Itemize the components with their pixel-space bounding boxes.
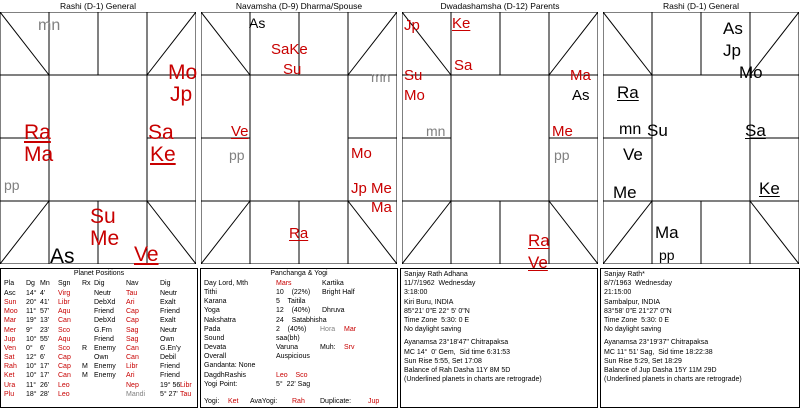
table-cell: Enemy [94, 363, 116, 371]
panchanga-row [200, 371, 398, 380]
table-cell: Nep [126, 381, 139, 389]
planet-glyph: Jp [170, 83, 193, 106]
table-cell: Friend [160, 308, 180, 316]
table-cell: Cap [58, 363, 71, 371]
grid-line [549, 201, 598, 264]
column-header: Mn [40, 280, 50, 287]
planet-glyph: As [572, 87, 590, 104]
table-cell: 6' [40, 354, 46, 362]
table-cell: 10° [26, 372, 37, 380]
planet-glyph: Su [647, 121, 668, 140]
table-cell: 0° [26, 344, 33, 352]
hora-label: Hora [320, 326, 336, 333]
table-cell: Aqu [58, 335, 71, 343]
planet-glyph: As [723, 19, 743, 38]
table-cell: 41' [40, 299, 50, 307]
panchanga-label: Gandanta: None [204, 362, 256, 370]
table-cell: Can [126, 344, 139, 352]
muh-value: Srv [344, 344, 355, 351]
panchanga-row [200, 343, 398, 352]
planet-glyph: Ra [289, 225, 309, 242]
info-line: Time Zone 5:30: 0 E [604, 317, 670, 325]
column-header: Dig [160, 280, 171, 287]
table-row [0, 335, 198, 344]
chart-title: Navamsha (D-9) Dharma/Spouse [235, 1, 363, 11]
info-line: Sun Rise 5:29, Set 18:29 [604, 357, 682, 365]
table-cell: Neutr [94, 290, 112, 297]
table-cell: 11° [26, 308, 37, 316]
column-header: Dig [94, 280, 105, 287]
table-cell: Aqu [58, 308, 71, 316]
grid-line [0, 201, 49, 264]
planet-positions-title: Planet Positions [73, 270, 125, 277]
info-line: Ayanamsa 23°18'47" Chitrapaksa [404, 339, 509, 347]
planet-glyph: Ve [134, 243, 159, 266]
table-cell: 17' [40, 363, 50, 371]
info-line: Sanjay Rath Adhana [404, 271, 468, 278]
table-cell: 19° [26, 317, 37, 325]
yogi-value: Ket [228, 398, 239, 405]
table-cell: Enemy [94, 344, 116, 352]
panchanga-value: 5 Taitila [276, 298, 306, 306]
panchanga-extra: Kartika [322, 280, 344, 287]
planet-glyph: Mo [351, 145, 372, 162]
table-cell: Can [58, 372, 71, 380]
grid-line [549, 12, 598, 75]
chart-grid [603, 12, 799, 264]
table-row [0, 381, 198, 390]
table-cell: Sco [58, 344, 71, 352]
info-line: Balance of Jup Dasha 15Y 11M 29D [604, 367, 717, 375]
panchanga-label: Day Lord, Mth [204, 280, 248, 287]
birth-info-1 [404, 270, 542, 384]
table-cell: 26' [40, 381, 50, 389]
hora-value: Mar [344, 326, 357, 333]
column-header: Dg [26, 280, 35, 287]
panchanga-row [200, 334, 398, 343]
planet-glyph: Ma [655, 223, 679, 242]
planet-glyph: Me [552, 123, 573, 140]
duplicate-value: Jup [368, 398, 380, 405]
panchanga-label: Karana [204, 298, 227, 306]
planet-glyph: Me [613, 183, 637, 202]
planet-glyph: Ke [150, 143, 176, 166]
table-cell: Sag [126, 326, 139, 334]
panchanga-value: Mars [276, 280, 292, 287]
table-cell: Exalt [160, 317, 176, 325]
table-cell: 57' [40, 308, 50, 316]
column-header: Rx [82, 280, 91, 287]
planet-glyph: Mo [168, 61, 198, 84]
info-line: MC 11° 51' Sag, Sid time 18:22:38 [604, 348, 713, 356]
table-cell: Exalt [160, 299, 176, 307]
chart-2 [201, 0, 397, 264]
table-cell: Cap [126, 308, 139, 316]
panchanga-label: Yoga [204, 307, 220, 315]
table-cell: Cap [126, 317, 139, 325]
table-cell: Neutr [160, 326, 178, 334]
table-row [0, 298, 198, 307]
table-cell: DebXd [94, 299, 116, 307]
grid-line [603, 201, 652, 264]
table-cell: Enemy [94, 372, 116, 380]
table-cell: Cap [58, 354, 71, 362]
planet-glyph: Jp Me [351, 180, 392, 197]
planet-glyph: Jp [404, 17, 420, 34]
panchanga-row [200, 325, 398, 334]
planet-glyph: As [249, 15, 266, 31]
table-cell: Ven [4, 344, 17, 352]
table-cell: Jup [4, 335, 16, 343]
chart-title: Rashi (D-1) General [662, 1, 740, 11]
grid-line [402, 201, 451, 264]
planet-glyph: Ra [617, 83, 639, 102]
info-line: MC 14° 0' Gem, Sid time 6:31:53 [404, 348, 511, 356]
table-cell: Ari [126, 372, 135, 380]
planet-glyph: Ma [24, 143, 54, 166]
chart-4 [603, 0, 799, 264]
planet-glyph: mn [426, 123, 446, 139]
panchanga-label: Tithi [204, 289, 217, 297]
table-cell: 5° 27' [160, 390, 178, 398]
table-cell: Tau [180, 390, 192, 398]
table-cell: Ura [4, 381, 16, 389]
table-cell: G.Frn [94, 326, 112, 334]
table-cell: 20° [26, 299, 37, 307]
planet-glyph: Su [283, 61, 302, 78]
table-cell: Sun [4, 299, 17, 307]
planet-glyph: Ra [24, 121, 51, 144]
info-line: (Underlined planets in charts are retrograde) [604, 376, 742, 384]
grid-line [603, 12, 652, 75]
panchanga-label: Pada [204, 325, 221, 333]
panchanga-value: Varuna [276, 344, 299, 352]
planet-glyph: mn [38, 17, 61, 34]
table-cell: Debil [160, 354, 176, 362]
table-row [0, 326, 198, 335]
info-line: 3:18:00 [404, 289, 428, 297]
info-line: Sun Rise 5:55, Set 17:08 [404, 357, 482, 365]
table-row [0, 316, 198, 325]
planet-positions-header-row [0, 279, 198, 288]
planet-glyph: pp [229, 147, 245, 163]
table-cell: G.En'y [160, 344, 181, 352]
grid-line [750, 201, 799, 264]
planet-glyph: pp [659, 247, 675, 263]
info-line: Balance of Rah Dasha 11Y 8M 5D [404, 367, 511, 375]
table-cell: Ari [126, 299, 135, 307]
table-row [0, 289, 198, 298]
table-cell: Libr [180, 381, 192, 389]
table-cell: Moo [4, 308, 18, 316]
table-cell: Can [58, 317, 71, 325]
panchanga-row [200, 316, 398, 325]
table-cell: Own [160, 335, 175, 343]
info-line: (Underlined planets in charts are retrograde) [404, 376, 542, 384]
table-cell: Virg [58, 290, 71, 297]
info-line: Time Zone 5:30: 0 E [404, 317, 470, 325]
panchanga-value: Auspicious [276, 353, 310, 361]
planet-glyph: Mo [404, 87, 425, 104]
table-cell: Sco [58, 326, 71, 334]
table-cell: 10° [26, 335, 37, 343]
table-cell: Rah [4, 363, 17, 371]
panchanga-label: Nakshatra [204, 316, 236, 324]
info-line: 85°21' 0"E 22° 5' 0"N [404, 307, 470, 315]
table-cell: Leo [58, 390, 70, 398]
table-cell: Own [94, 354, 109, 362]
info-line: Kiri Buru, INDIA [404, 298, 454, 306]
planet-glyph: Me [90, 227, 120, 250]
table-row [0, 344, 198, 353]
info-line: Ayanamsa 23°19'37" Chitrapaksa [604, 339, 709, 347]
planet-glyph: Ve [231, 123, 249, 140]
table-cell: 23' [40, 326, 50, 334]
table-cell: Libr [58, 299, 70, 307]
table-row [0, 307, 198, 316]
birth-info-2 [604, 270, 742, 384]
muh-label: Muh: [320, 344, 336, 351]
table-cell: Ket [4, 372, 15, 380]
planet-glyph: SaKe [271, 41, 308, 58]
panchanga-value: 2 (40%) [276, 325, 307, 333]
panchanga-table [200, 268, 398, 408]
panchanga-title: Panchanga & Yogi [270, 270, 328, 277]
panchanga-row [200, 352, 398, 361]
panchanga-value: 24 Satabhisha [276, 316, 327, 324]
table-cell: 4' [40, 290, 46, 297]
planet-glyph: Ke [759, 179, 780, 198]
table-cell: 10° [26, 363, 37, 371]
table-row [0, 371, 198, 380]
planet-glyph: Sa [745, 121, 766, 140]
planet-glyph: Su [404, 67, 423, 84]
chart-title: Dwadashamsha (D-12) Parents [440, 1, 560, 11]
column-header: Nav [126, 280, 139, 287]
table-cell: DebXd [94, 317, 116, 325]
table-row [0, 390, 198, 399]
info-line: No daylight saving [404, 326, 462, 334]
table-cell: 28' [40, 390, 50, 398]
panchanga-value: saa(bh) [276, 334, 300, 342]
panchanga-row [200, 361, 398, 370]
planet-glyph: Su [90, 205, 116, 228]
table-cell: Friend [160, 363, 180, 371]
table-cell: Mar [4, 317, 17, 325]
panchanga-label: Overall [204, 353, 227, 361]
planet-glyph: mn [371, 69, 391, 85]
chart-1 [0, 0, 198, 268]
column-header: Pla [4, 280, 15, 287]
table-cell: 9° [26, 326, 33, 334]
info-line: 21:15:00 [604, 289, 632, 297]
table-cell: Sat [4, 354, 15, 362]
panchanga-row [200, 288, 398, 297]
planet-glyph: Ke [452, 15, 471, 32]
panchanga-row [200, 380, 398, 389]
avayogi-label: AvaYogi: [250, 398, 278, 405]
table-cell: 6' [40, 344, 46, 352]
info-line: 8/7/1963 Wednesday [604, 280, 672, 288]
panchanga-row [200, 306, 398, 315]
planet-glyph: pp [4, 177, 20, 193]
planet-glyph: Ve [528, 253, 548, 272]
info-line: Sanjay Rath* [604, 271, 645, 278]
table-cell: Friend [94, 308, 114, 316]
table-cell: 19° 56' [160, 381, 182, 389]
panchanga-row [200, 297, 398, 306]
panchanga-label: Devata [204, 344, 227, 352]
panchanga-value: 12 (40%) [276, 307, 311, 315]
planet-glyph: Sa [454, 57, 473, 74]
planet-glyph: Ra [528, 231, 550, 250]
table-cell: 55' [40, 335, 50, 343]
table-cell: Friend [160, 372, 180, 380]
panchanga-label: DagdhRashis [204, 371, 247, 379]
duplicate-label: Duplicate: [320, 398, 352, 405]
panchanga-value: 5° 22' Sag [276, 380, 311, 388]
table-cell: M [82, 363, 88, 371]
table-cell: Friend [94, 335, 114, 343]
table-cell: Sag [126, 335, 139, 343]
table-cell: M [82, 372, 88, 380]
table-cell: Mer [4, 326, 17, 334]
planet-positions-table [0, 268, 198, 408]
chart-title: Rashi (D-1) General [59, 1, 137, 11]
grid-line [201, 201, 250, 264]
table-cell: 14° [26, 290, 37, 297]
planet-glyph: As [50, 245, 75, 268]
planet-glyph: Sa [148, 121, 174, 144]
info-line: Sambalpur, INDIA [604, 298, 661, 306]
grid-line [201, 12, 250, 75]
info-line: 11/7/1962 Wednesday [404, 280, 476, 288]
table-cell: Leo [58, 381, 70, 389]
table-cell: Plu [4, 390, 15, 398]
table-row [0, 353, 198, 362]
planet-glyph: Ma [570, 67, 591, 84]
table-cell: 13' [40, 317, 50, 325]
panchanga-value: Leo Sco [276, 371, 308, 379]
panchanga-row [200, 279, 398, 288]
table-cell: Can [126, 354, 139, 362]
table-cell: Asc [4, 290, 16, 297]
panchanga-label: Yogi Point: [204, 380, 238, 388]
planet-glyph: Ve [623, 145, 643, 164]
table-cell: Mandi [126, 390, 146, 398]
planet-glyph: Jp [723, 41, 741, 60]
table-cell: Libr [126, 363, 138, 371]
info-line: No daylight saving [604, 326, 662, 334]
table-cell: Tau [126, 290, 138, 297]
planet-glyph: mn [619, 121, 642, 138]
table-row [0, 362, 198, 371]
table-cell: 17' [40, 372, 50, 380]
avayogi-value: Rah [292, 398, 305, 405]
panchanga-label: Sound [204, 334, 225, 342]
panchanga-extra: Bright Half [322, 289, 355, 297]
table-cell: 12° [26, 354, 37, 362]
info-line: 83°58' 0"E 21°27' 0"N [604, 307, 672, 315]
column-header: Sgn [58, 280, 71, 287]
planet-glyph: Ma [371, 199, 392, 216]
panchanga-extra: Dhruva [322, 307, 345, 315]
chart-3 [402, 0, 598, 272]
table-cell: R [82, 344, 88, 352]
yogi-label: Yogi: [204, 398, 220, 405]
grid-line [348, 12, 397, 75]
planet-glyph: pp [554, 147, 570, 163]
table-cell: Neutr [160, 290, 178, 297]
table-cell: 11° [26, 381, 37, 389]
table-cell: 18° [26, 390, 37, 398]
panchanga-value: 10 (22%) [276, 289, 311, 297]
planet-glyph: Mo [739, 63, 763, 82]
